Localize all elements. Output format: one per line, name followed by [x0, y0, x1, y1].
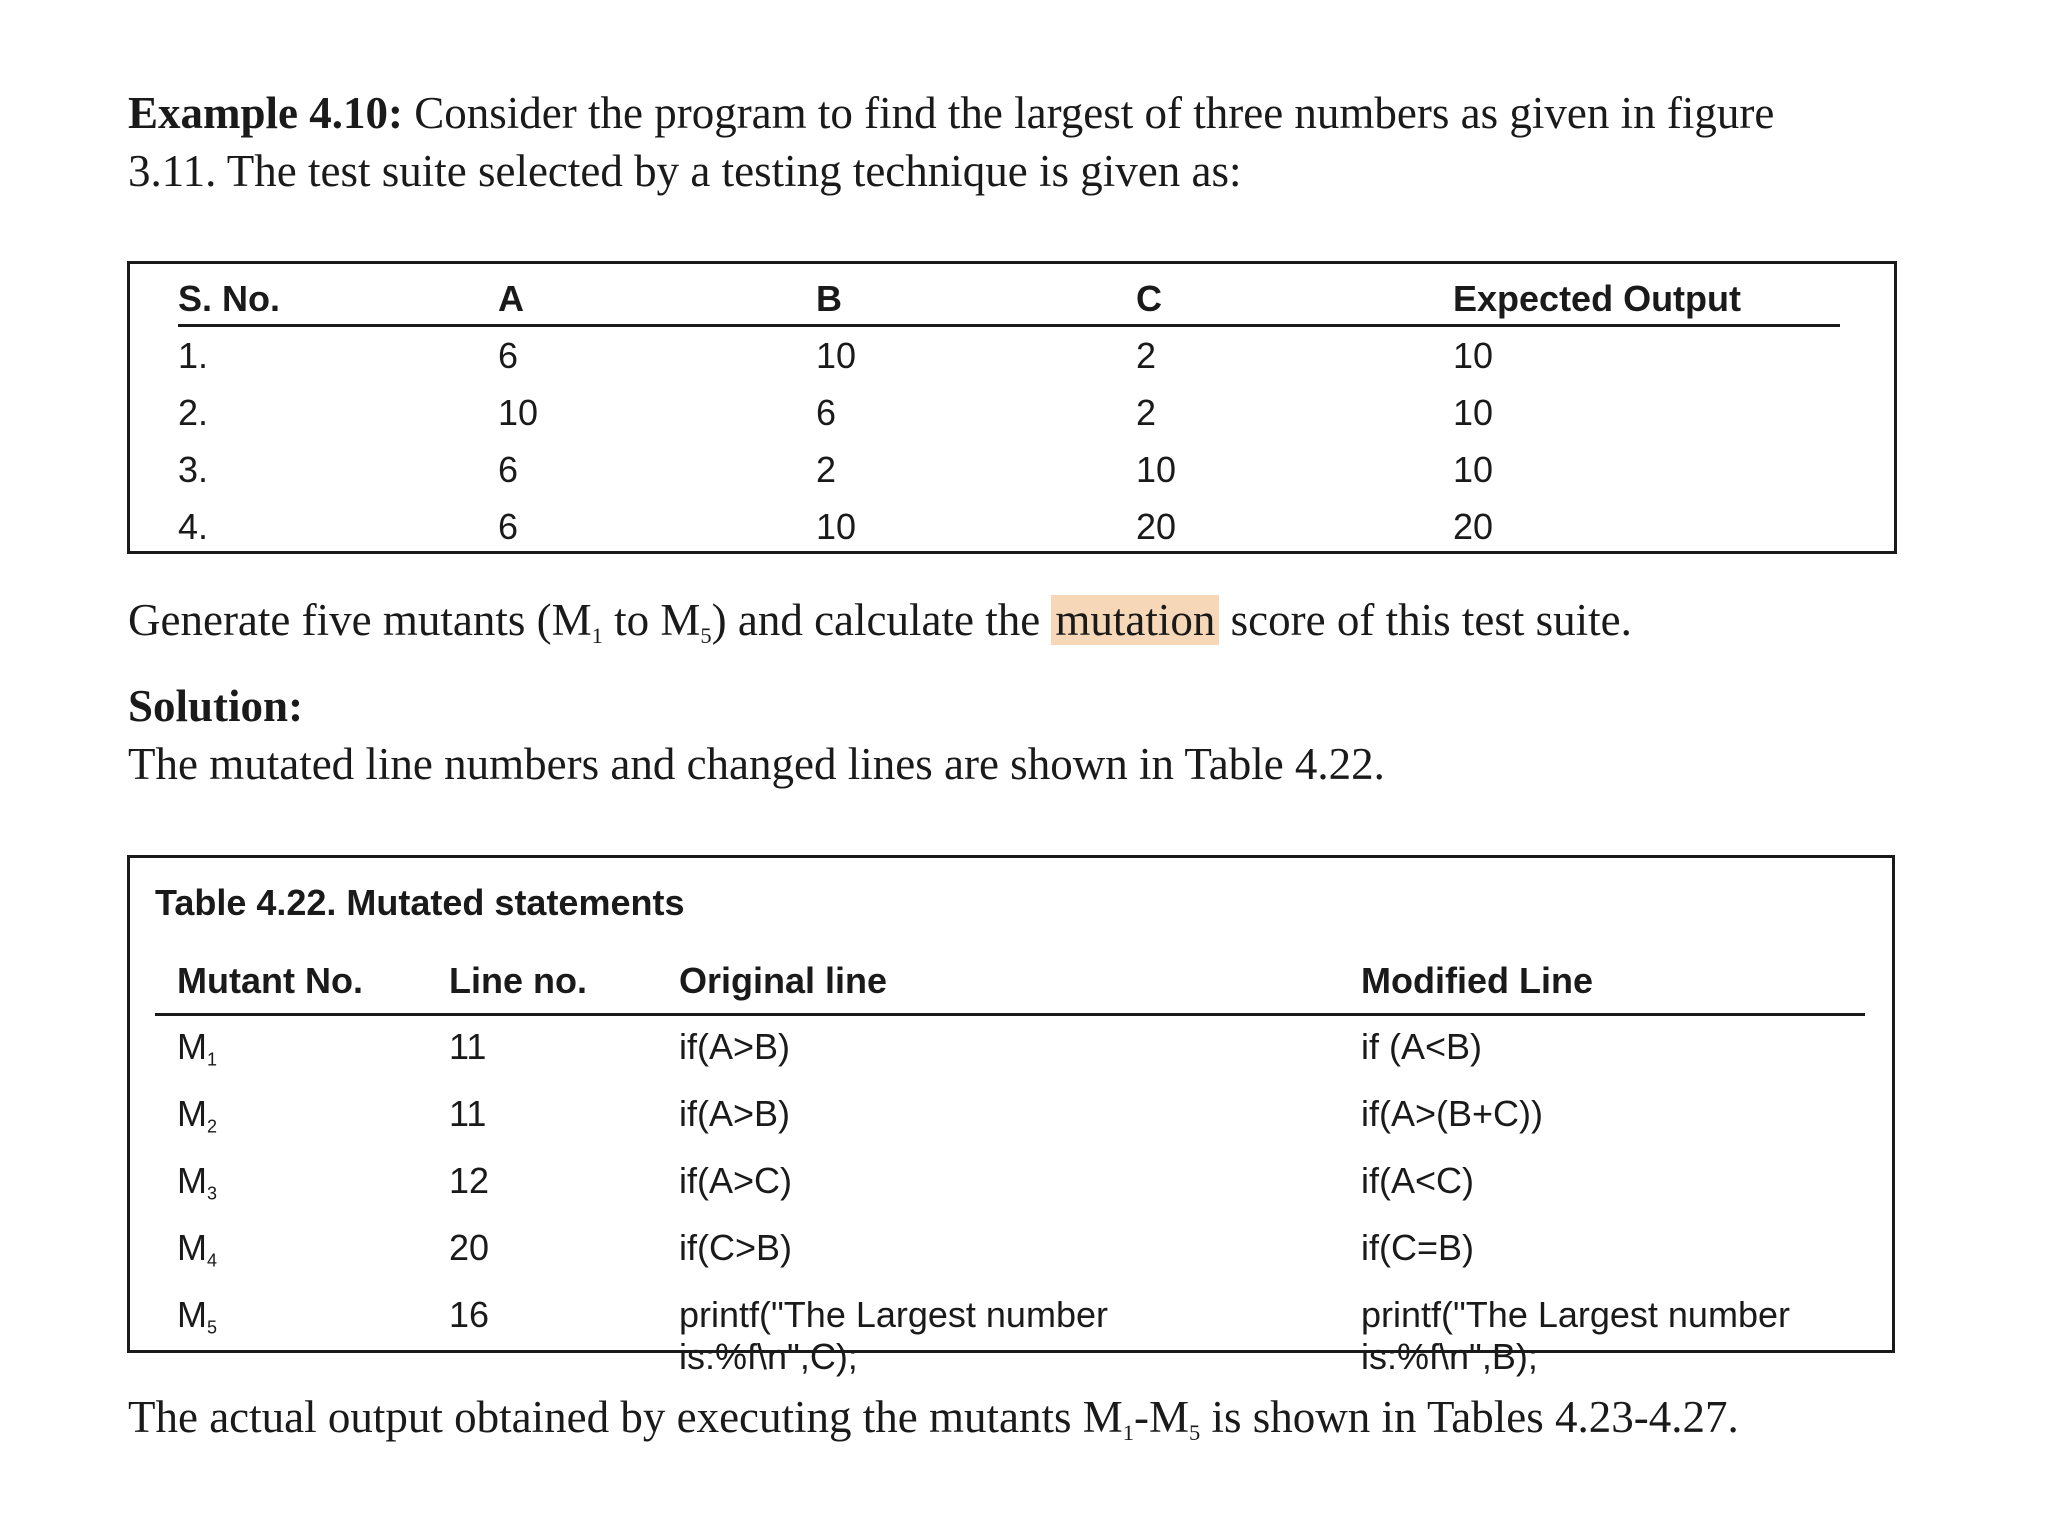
- solution-heading: [128, 677, 1908, 735]
- cell-line-no: 20: [449, 1227, 490, 1268]
- cell-mutant: $M_2$: [177, 1093, 218, 1137]
- cell-a: 6: [498, 505, 519, 547]
- table-row: [178, 384, 1840, 441]
- col-header-expected-output: Expected Output: [1453, 274, 1840, 326]
- closing-sub1: 1: [1122, 1419, 1134, 1445]
- col-header-c: C: [1136, 274, 1453, 326]
- cell-mutant: $M_5$: [177, 1294, 218, 1338]
- cell-original-line: if(A>C): [679, 1160, 793, 1201]
- col-header-a: A: [498, 274, 816, 326]
- table-header-row: [178, 274, 1840, 326]
- table-row: [155, 1015, 1865, 1084]
- closing-part1: The actual output obtained by executing the mutants M: [128, 1392, 1123, 1442]
- cell-line-no: 11: [449, 1026, 487, 1067]
- cell-mutant: $M_1$: [177, 1026, 218, 1070]
- table-row: [178, 441, 1840, 498]
- intro-paragraph: [128, 84, 1908, 200]
- test-suite-table: [178, 274, 1840, 555]
- cell-b: 2: [816, 448, 837, 490]
- table-row: [178, 498, 1840, 555]
- closing-sub2: 5: [1189, 1419, 1201, 1445]
- table-row: [155, 1150, 1865, 1217]
- cell-sno: 2.: [178, 391, 209, 433]
- col-header-mutant-no: Mutant No.: [155, 949, 427, 1015]
- cell-c: 10: [1136, 448, 1177, 490]
- table-header-row: [155, 949, 1865, 1015]
- mutants-table: [155, 949, 1865, 1378]
- cell-expected-output: 20: [1453, 505, 1494, 547]
- col-header-sno: S. No.: [178, 274, 498, 326]
- cell-mutant: $M_3$: [177, 1160, 218, 1204]
- cell-original-line: if(C>B): [679, 1227, 793, 1268]
- intro-text-line1: Consider the program to find the largest of three numbers as given in figure: [403, 88, 1775, 138]
- table-row: [178, 326, 1840, 385]
- cell-line-no: 12: [449, 1160, 490, 1201]
- cell-modified-line: if(C=B): [1361, 1227, 1475, 1268]
- closing-paragraph: [128, 1388, 1908, 1446]
- highlighted-word: mutation: [1051, 595, 1219, 645]
- cell-b: 10: [816, 334, 857, 376]
- cell-modified-line: if(A>(B+C)): [1361, 1093, 1544, 1134]
- cell-a: 6: [498, 448, 519, 490]
- closing-part3: is shown in Tables 4.23-4.27.: [1200, 1392, 1739, 1442]
- cell-expected-output: 10: [1453, 391, 1494, 433]
- generate-paragraph: [128, 591, 1908, 649]
- solution-label: Solution:: [128, 681, 304, 731]
- cell-line-no: 16: [449, 1294, 490, 1335]
- cell-sno: 4.: [178, 505, 209, 547]
- generate-part1: Generate five mutants (M: [128, 595, 592, 645]
- col-header-line-no: Line no.: [427, 949, 657, 1015]
- cell-original-line: if(A>B): [679, 1093, 791, 1134]
- table-row: [155, 1083, 1865, 1150]
- generate-part3: ) and calculate the: [711, 595, 1052, 645]
- cell-b: 10: [816, 505, 857, 547]
- cell-modified-line: printf("The Largest number is:%f\n",B);: [1361, 1294, 1790, 1377]
- cell-a: 10: [498, 391, 539, 433]
- cell-expected-output: 10: [1453, 448, 1494, 490]
- generate-sub1: 1: [591, 622, 603, 648]
- col-header-original-line: Original line: [657, 949, 1339, 1015]
- col-header-b: B: [816, 274, 1136, 326]
- cell-c: 20: [1136, 505, 1177, 547]
- cell-original-line: printf("The Largest number is:%f\n",C);: [679, 1294, 1108, 1377]
- cell-line-no: 11: [449, 1093, 487, 1134]
- test-suite-box: [127, 261, 1897, 554]
- intro-text-line2: 3.11. The test suite selected by a testing technique is given as:: [128, 146, 1242, 196]
- table-caption: Table 4.22. Mutated statements: [155, 882, 685, 923]
- cell-a: 6: [498, 334, 519, 376]
- cell-modified-line: if(A<C): [1361, 1160, 1475, 1201]
- cell-sno: 1.: [178, 334, 209, 376]
- cell-modified-line: if (A<B): [1361, 1026, 1483, 1067]
- cell-sno: 3.: [178, 448, 209, 490]
- cell-original-line: if(A>B): [679, 1026, 791, 1067]
- solution-text: The mutated line numbers and changed lines are shown in Table 4.22.: [128, 739, 1385, 789]
- cell-mutant: $M_4$: [177, 1227, 218, 1271]
- cell-b: 6: [816, 391, 837, 433]
- generate-part2: to M: [602, 595, 701, 645]
- cell-expected-output: 10: [1453, 334, 1494, 376]
- table-row: [155, 1284, 1865, 1378]
- cell-c: 2: [1136, 334, 1157, 376]
- generate-sub2: 5: [700, 622, 712, 648]
- col-header-modified-line: Modified Line: [1339, 949, 1865, 1015]
- mutants-box: [127, 855, 1895, 1377]
- example-label: Example 4.10:: [128, 88, 403, 138]
- generate-part4: score of this test suite.: [1219, 595, 1632, 645]
- closing-part2: -M: [1134, 1392, 1189, 1442]
- table-row: [155, 1217, 1865, 1284]
- cell-c: 2: [1136, 391, 1157, 433]
